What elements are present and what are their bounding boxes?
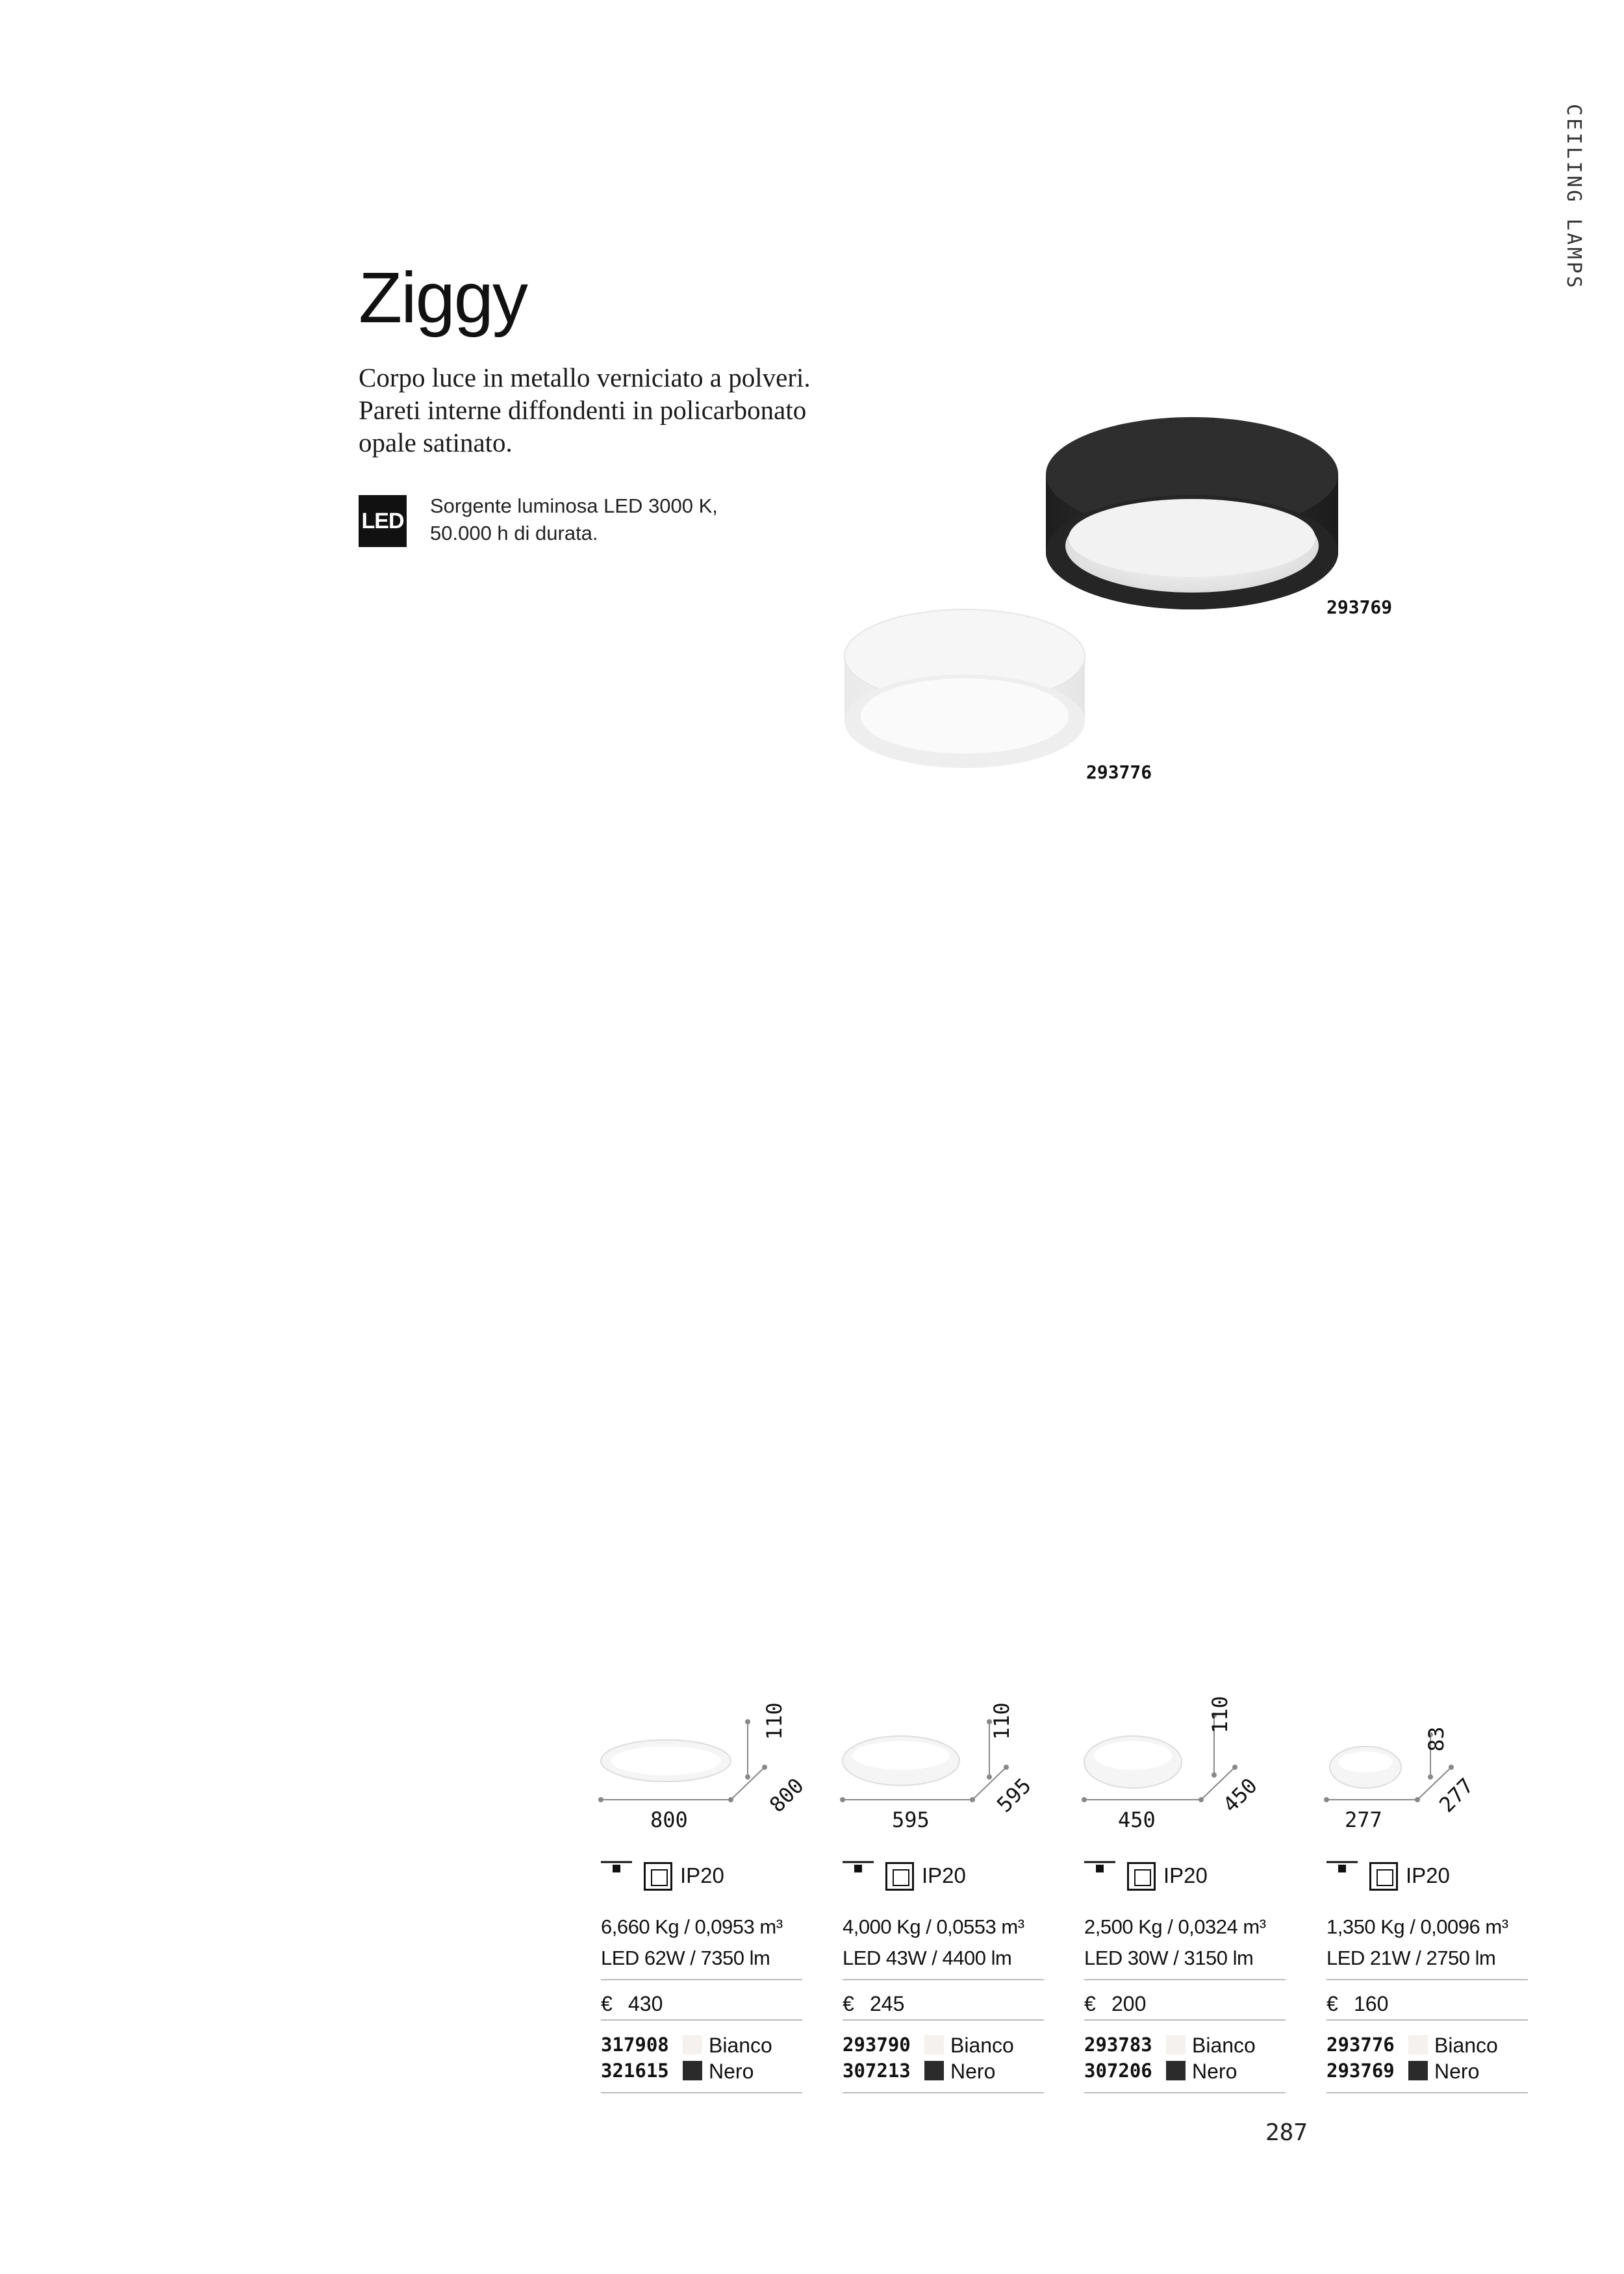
color-name: Bianco bbox=[1434, 2034, 1498, 2057]
dim-height: 110 bbox=[989, 1702, 1014, 1740]
icon-row bbox=[843, 1852, 1044, 1895]
color-name: Bianco bbox=[1192, 2034, 1256, 2057]
price-value: 200 bbox=[1111, 1992, 1147, 2015]
led-source-text bbox=[430, 492, 755, 547]
divider bbox=[601, 2019, 802, 2021]
color-variant-row bbox=[601, 2031, 802, 2057]
divider bbox=[1084, 2019, 1286, 2021]
hero-code-black: 293769 bbox=[1326, 596, 1393, 618]
product-description: Corpo luce in metallo verniciato a polveri. Pareti interne diffondenti in policarbonato opale satinato. bbox=[359, 363, 811, 457]
product-title: Ziggy bbox=[359, 258, 527, 338]
price-value: 430 bbox=[628, 1992, 663, 2015]
divider bbox=[1326, 2019, 1528, 2021]
variant-column-1 bbox=[601, 1702, 809, 2105]
led-text-line-1: Sorgente luminosa LED 3000 K, bbox=[430, 494, 718, 517]
dim-diameter: 277 bbox=[1345, 1808, 1382, 1832]
dim-depth: 277 bbox=[1434, 1773, 1478, 1817]
ip-rating: IP20 bbox=[1163, 1863, 1208, 1887]
color-swatch-nero bbox=[1166, 2061, 1186, 2080]
currency: € bbox=[843, 1992, 854, 2015]
price bbox=[843, 1992, 904, 2016]
color-name: Nero bbox=[709, 2060, 754, 2083]
white-lamp-image bbox=[844, 609, 1085, 768]
weight-volume: 4,000 Kg / 0,0553 m³ bbox=[843, 1915, 1024, 1938]
ceiling-mount-icon bbox=[1326, 1861, 1358, 1876]
color-name: Nero bbox=[1192, 2060, 1237, 2083]
led-power: LED 30W / 3150 lm bbox=[1084, 1947, 1254, 1969]
price-value: 160 bbox=[1354, 1992, 1389, 2015]
product-code: 293769 bbox=[1326, 2060, 1395, 2082]
currency: € bbox=[1084, 1992, 1096, 2015]
currency: € bbox=[1326, 1992, 1338, 2015]
currency: € bbox=[601, 1992, 613, 2015]
black-lamp-image bbox=[1046, 417, 1338, 609]
divider bbox=[1326, 1979, 1528, 1980]
color-variant-row bbox=[1084, 2031, 1286, 2057]
color-variant-row bbox=[1326, 2031, 1528, 2057]
icon-row bbox=[1084, 1852, 1286, 1895]
led-text-line-2: 50.000 h di durata. bbox=[430, 522, 598, 544]
dim-depth: 450 bbox=[1218, 1773, 1262, 1817]
variant-column-4 bbox=[1326, 1702, 1528, 2105]
dim-height: 110 bbox=[1208, 1696, 1232, 1733]
color-swatch-bianco bbox=[1166, 2035, 1186, 2054]
color-variant-row bbox=[601, 2057, 802, 2083]
divider bbox=[843, 2019, 1044, 2021]
price-value: 245 bbox=[870, 1992, 905, 2015]
led-power: LED 21W / 2750 lm bbox=[1326, 1947, 1496, 1969]
color-variant-row bbox=[843, 2031, 1044, 2057]
divider bbox=[843, 2092, 1044, 2093]
icon-row bbox=[1326, 1852, 1528, 1895]
color-variant-row bbox=[1326, 2057, 1528, 2083]
ip-rating-icon bbox=[885, 1862, 914, 1891]
section-label: CEILING LAMPS bbox=[1562, 104, 1585, 290]
ip-rating: IP20 bbox=[1406, 1863, 1450, 1887]
variant-column-3 bbox=[1084, 1696, 1286, 2105]
icon-row bbox=[601, 1852, 802, 1895]
weight-volume: 2,500 Kg / 0,0324 m³ bbox=[1084, 1915, 1266, 1938]
product-code: 307213 bbox=[843, 2060, 911, 2082]
led-power: LED 62W / 7350 lm bbox=[601, 1947, 770, 1969]
weight-volume: 6,660 Kg / 0,0953 m³ bbox=[601, 1915, 783, 1938]
color-swatch-bianco bbox=[924, 2035, 944, 2054]
dim-diameter: 800 bbox=[650, 1808, 688, 1832]
divider bbox=[601, 2092, 802, 2093]
dim-depth: 595 bbox=[992, 1773, 1036, 1817]
divider bbox=[1326, 2092, 1528, 2093]
dimension-diagram bbox=[1078, 1702, 1292, 1845]
color-name: Bianco bbox=[950, 2034, 1014, 2057]
dim-diameter: 595 bbox=[892, 1808, 930, 1832]
product-code: 307206 bbox=[1084, 2060, 1152, 2082]
divider bbox=[843, 1979, 1044, 1980]
dim-height: 83 bbox=[1424, 1726, 1449, 1752]
color-name: Nero bbox=[950, 2060, 996, 2083]
ceiling-mount-icon bbox=[843, 1861, 874, 1876]
ip-rating-icon bbox=[1369, 1862, 1398, 1891]
color-swatch-nero bbox=[924, 2061, 944, 2080]
dim-height: 110 bbox=[762, 1702, 787, 1740]
divider bbox=[1084, 1979, 1286, 1980]
hero-code-white: 293776 bbox=[1086, 761, 1152, 783]
product-code: 293776 bbox=[1326, 2034, 1395, 2056]
product-code: 293790 bbox=[843, 2034, 911, 2056]
color-name: Nero bbox=[1434, 2060, 1480, 2083]
product-code: 317908 bbox=[601, 2034, 669, 2056]
color-name: Bianco bbox=[709, 2034, 772, 2057]
ip-rating-icon bbox=[1127, 1862, 1156, 1891]
color-swatch-nero bbox=[683, 2061, 702, 2080]
color-swatch-bianco bbox=[1408, 2035, 1428, 2054]
divider bbox=[601, 1979, 802, 1980]
ip-rating: IP20 bbox=[680, 1863, 724, 1887]
ip-rating: IP20 bbox=[922, 1863, 966, 1887]
color-swatch-bianco bbox=[683, 2035, 702, 2054]
color-swatch-nero bbox=[1408, 2061, 1428, 2080]
dim-diameter: 450 bbox=[1118, 1808, 1156, 1832]
ceiling-mount-icon bbox=[601, 1861, 632, 1876]
variant-column-2 bbox=[843, 1702, 1044, 2105]
price bbox=[1084, 1992, 1146, 2016]
weight-volume: 1,350 Kg / 0,0096 m³ bbox=[1326, 1915, 1508, 1938]
product-code: 293783 bbox=[1084, 2034, 1152, 2056]
price bbox=[601, 1992, 663, 2016]
page-number: 287 bbox=[1265, 2119, 1308, 2146]
led-badge-icon: LED bbox=[359, 495, 407, 547]
color-variant-row bbox=[1084, 2057, 1286, 2083]
color-variant-row bbox=[843, 2057, 1044, 2083]
price bbox=[1326, 1992, 1388, 2016]
dim-depth: 800 bbox=[765, 1773, 809, 1817]
ip-rating-icon bbox=[644, 1862, 672, 1891]
ceiling-mount-icon bbox=[1084, 1861, 1115, 1876]
divider bbox=[1084, 2092, 1286, 2093]
product-code: 321615 bbox=[601, 2060, 669, 2082]
led-power: LED 43W / 4400 lm bbox=[843, 1947, 1012, 1969]
